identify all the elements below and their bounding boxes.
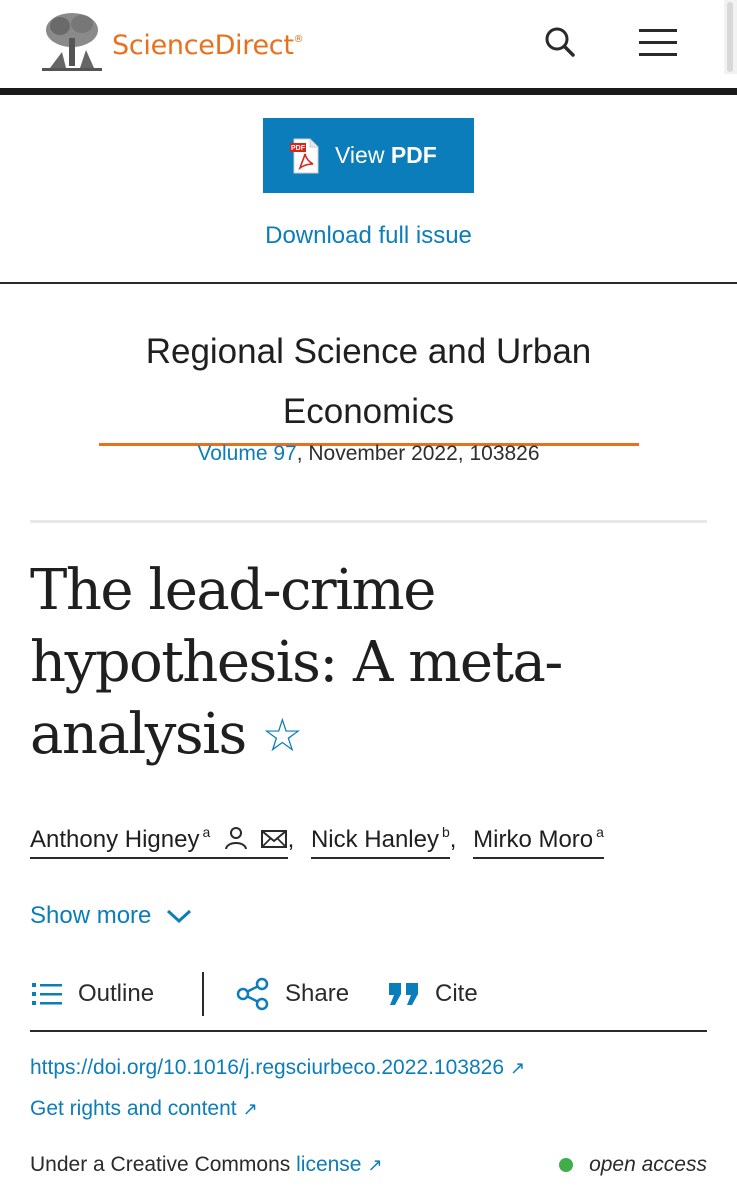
outline-label: Outline — [78, 980, 155, 1007]
main-menu-button[interactable] — [632, 20, 684, 64]
sciencedirect-logo[interactable] — [38, 8, 338, 78]
site-header — [0, 0, 737, 90]
search-button[interactable] — [540, 22, 580, 62]
license-link[interactable]: license ↗ — [296, 1153, 383, 1176]
external-link-icon: ↗ — [367, 1155, 383, 1175]
external-link-icon: ↗ — [242, 1099, 258, 1119]
cite-label: Cite — [435, 980, 478, 1007]
hamburger-menu-icon-line — [639, 41, 677, 44]
author-separator: , — [449, 826, 457, 853]
rights-text: Get rights and content — [30, 1097, 237, 1120]
author-separator: , — [287, 826, 295, 853]
rights-link[interactable] — [30, 1097, 258, 1121]
pdf-file-icon — [289, 138, 321, 174]
person-icon — [223, 826, 249, 850]
envelope-icon — [260, 828, 288, 850]
author-link[interactable] — [473, 826, 604, 859]
issue-details: , November 2022, 103826 — [296, 442, 540, 465]
author-affiliation: a — [596, 824, 604, 840]
share-label: Share — [285, 980, 350, 1007]
article-toolbar — [30, 970, 707, 1018]
outline-button[interactable] — [30, 970, 154, 1018]
show-more-button[interactable] — [30, 902, 193, 930]
article-title-text: The lead-crime hypothesis: A meta-analysis — [30, 558, 562, 767]
section-divider — [0, 282, 737, 284]
scrollbar-thumb[interactable] — [727, 2, 733, 72]
toolbar-separator — [202, 972, 204, 1016]
hamburger-menu-icon — [639, 29, 677, 32]
download-full-issue-link[interactable]: Download full issue — [265, 222, 472, 249]
svg-text:PDF: PDF — [291, 144, 305, 152]
author-list — [30, 826, 720, 859]
license-prefix: Under a Creative Commons — [30, 1153, 297, 1176]
article-title — [30, 555, 670, 771]
elsevier-tree-icon — [38, 10, 106, 74]
chevron-down-icon — [165, 907, 193, 925]
author-link[interactable] — [30, 826, 288, 859]
external-link-icon: ↗ — [510, 1058, 526, 1078]
issue-info — [0, 442, 737, 466]
open-access-label: open access — [589, 1153, 707, 1176]
author-name: Anthony Higney — [30, 826, 200, 853]
search-icon — [540, 22, 580, 62]
brand-name: ScienceDirect® — [112, 30, 304, 61]
open-access-badge — [559, 1153, 707, 1177]
view-pdf-button[interactable] — [263, 118, 474, 193]
light-divider — [30, 520, 707, 523]
quote-icon — [387, 980, 421, 1008]
author-name: Mirko Moro — [473, 826, 594, 853]
doi-link[interactable] — [30, 1056, 525, 1080]
doi-text: https://doi.org/10.1016/j.regsciurbeco.2022.103826 — [30, 1056, 505, 1079]
hamburger-menu-icon-line — [639, 53, 677, 56]
cite-button[interactable] — [387, 970, 478, 1018]
author-name: Nick Hanley — [310, 826, 439, 853]
toolbar-divider — [30, 1030, 707, 1032]
journal-name[interactable]: Regional Science and Urban Economics — [99, 322, 639, 446]
author-affiliation: b — [441, 824, 450, 840]
header-divider — [0, 88, 737, 95]
open-access-dot-icon — [559, 1158, 573, 1172]
view-pdf-label: View PDF — [335, 142, 437, 168]
list-icon — [30, 980, 64, 1008]
license-info — [30, 1153, 383, 1177]
share-button[interactable] — [235, 970, 349, 1018]
author-link[interactable] — [311, 826, 450, 859]
author-affiliation: a — [202, 824, 211, 840]
share-icon — [235, 977, 271, 1011]
scrollbar[interactable] — [724, 0, 737, 74]
star-outline-icon[interactable]: ☆ — [261, 708, 302, 762]
volume-link[interactable]: Volume 97 — [197, 442, 297, 465]
show-more-label: Show more — [30, 902, 152, 929]
journal-title-link[interactable] — [0, 322, 737, 446]
